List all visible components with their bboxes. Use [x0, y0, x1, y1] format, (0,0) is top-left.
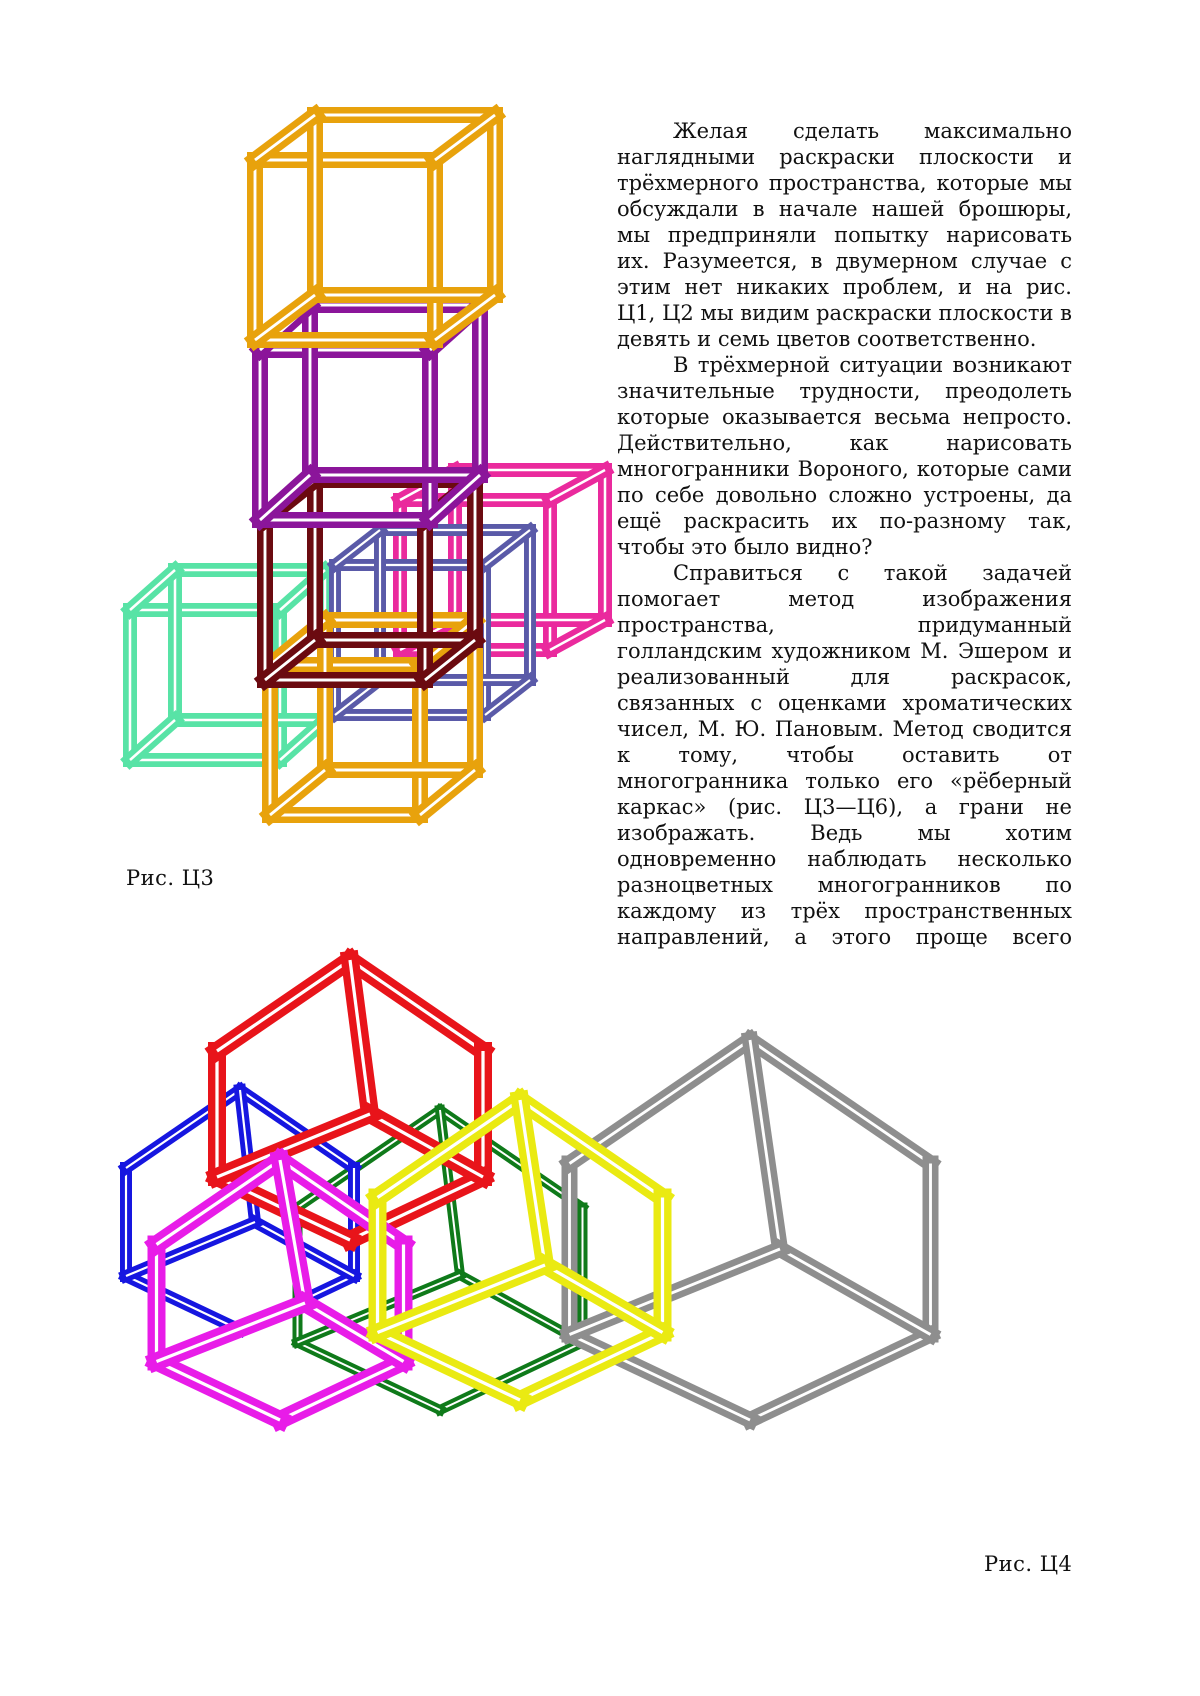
- paragraph-3: Справиться с такой задачей помогает метод изображения пространства, придуманный голландским художником М. Эшером и реализованный для раскрасок, связанных с оценками хроматических чисел, М. Ю. Пановым. Метод сводится к тому, чтобы оставить от многогранника только его «рёберный каркас» (рис. Ц3—Ц6), а грани не изображать. Ведь мы хотим одновременно наблюдать несколько разноцветных многогранников по каждому из трёх пространственных направлений, а этого проще всего: [617, 561, 1072, 949]
- figure-c3-drawing: [110, 110, 610, 900]
- paragraph-2: В трёхмерной ситуации возникают значительные трудности, преодолеть которые оказывается весьма непросто. Действительно, как нарисовать многогранники Вороного, которые сами по себе довольно сложно устроены, да ещё раскрасить их по-разному так, чтобы это было видно?: [617, 353, 1072, 559]
- figure-c3-caption: Рис. Ц3: [126, 866, 215, 890]
- figure-c4-caption: Рис. Ц4: [984, 1552, 1073, 1576]
- body-text: [617, 118, 1072, 950]
- figure-c4-drawing: [110, 960, 1010, 1580]
- figure-c4: [110, 960, 1010, 1580]
- frame-gray: [570, 1040, 931, 1420]
- paragraph-1: Желая сделать максимально наглядными раскраски плоскости и трёхмерного пространства, которые мы обсуждали в начале нашей брошюры, мы предприняли попытку нарисовать их. Разумеется, в двумерном случае с этим нет никаких проблем, и на рис. Ц1, Ц2 мы видим раскраски плоскости в девять и семь цветов соответственно.: [617, 119, 1072, 351]
- frame-magenta: [157, 1160, 404, 1420]
- figure-c3: [110, 110, 610, 900]
